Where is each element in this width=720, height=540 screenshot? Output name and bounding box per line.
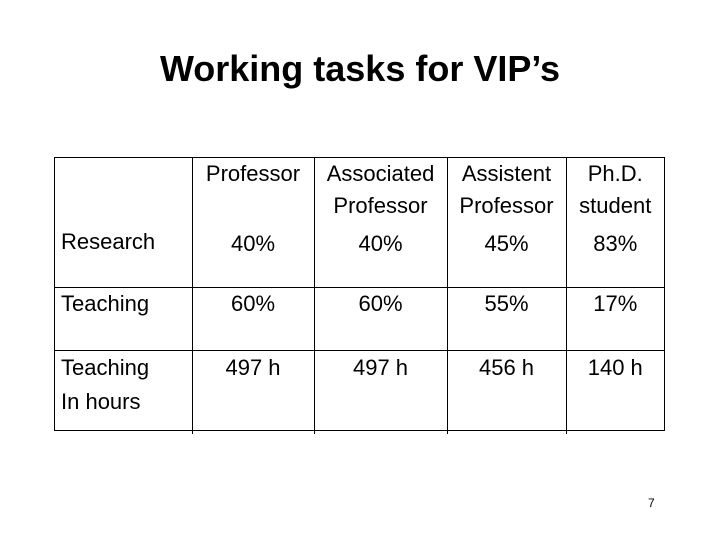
header-label: Professor (459, 193, 554, 218)
table-cell: 497 h (314, 351, 447, 435)
table-cell: 17% (566, 288, 664, 351)
header-label: student (579, 193, 652, 218)
table-cell: 60% (314, 288, 447, 351)
table-header-row (55, 158, 664, 226)
table-cell: 45% (447, 226, 566, 288)
row-label: Teaching (61, 355, 150, 380)
table-row-teaching-hours (55, 351, 664, 435)
table-cell: 40% (192, 226, 314, 288)
header-professor (192, 158, 314, 226)
table-row-research (55, 226, 664, 288)
header-assistent-professor (447, 158, 566, 226)
header-phd-student (566, 158, 664, 226)
table-cell: 456 h (447, 351, 566, 435)
table-cell: 83% (566, 226, 664, 288)
table-cell: 40% (314, 226, 447, 288)
table-row-teaching (55, 288, 664, 351)
header-label: Assistent (461, 161, 552, 186)
header-associated-professor (314, 158, 447, 226)
table-cell: 497 h (192, 351, 314, 435)
row-label-cell (55, 351, 192, 435)
row-label: Research (61, 229, 156, 254)
header-label: Ph.D. (587, 161, 643, 186)
header-label: Professor (333, 193, 428, 218)
header-label: Associated (326, 161, 435, 186)
slide-title: Working tasks for VIP’s (159, 48, 561, 89)
table-cell: 140 h (566, 351, 664, 435)
table-cell: 60% (192, 288, 314, 351)
workload-table (55, 158, 664, 434)
table-cell: 55% (447, 288, 566, 351)
header-label: Professor (205, 161, 301, 186)
page-number: 7 (648, 496, 655, 510)
row-label: In hours (61, 389, 141, 414)
header-empty-cell (55, 158, 192, 226)
row-label: Teaching (55, 288, 192, 351)
